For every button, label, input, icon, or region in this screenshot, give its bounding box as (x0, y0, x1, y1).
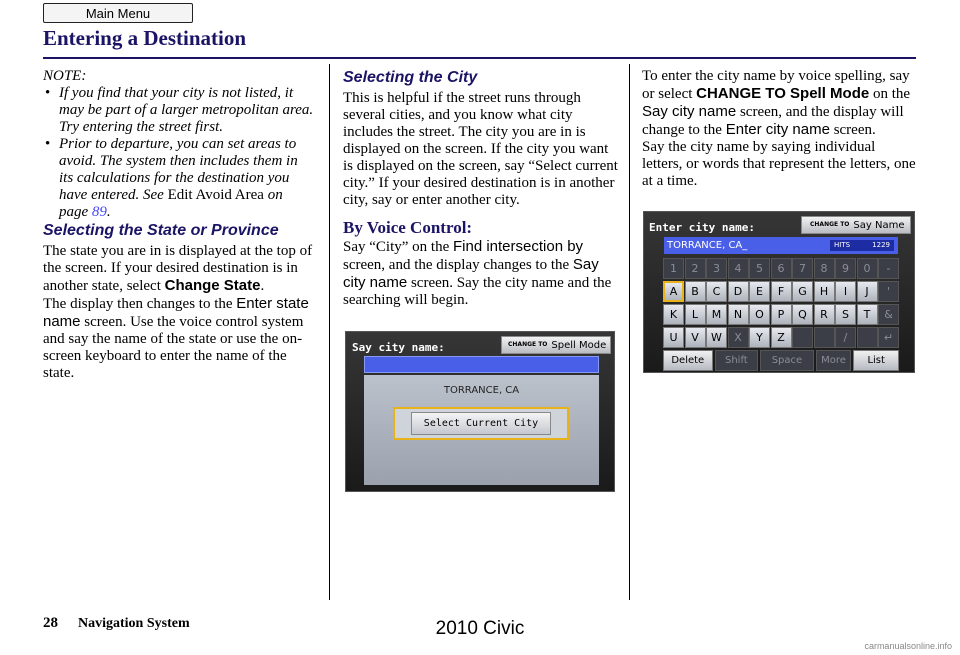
key: 7 (792, 258, 813, 279)
change-to-spell-mode-button[interactable] (501, 336, 611, 354)
key: 8 (814, 258, 835, 279)
say-name-label: Say Name (853, 219, 905, 231)
key (792, 327, 813, 348)
note-item-1: • If you find that your city is not listed, it may be part of a larger metropolitan area. Try entering the street first. (43, 85, 315, 136)
more-button: More (816, 350, 852, 371)
change-to-label-2: CHANGE TO (810, 221, 850, 228)
state-p1-text: The state you are in is displayed at the top of the screen. If your desired destination is in another state, select (43, 243, 313, 294)
space-button: Space (760, 350, 814, 371)
spell-mode-label: Spell Mode (551, 339, 607, 351)
delete-button[interactable]: Delete (663, 350, 713, 371)
key[interactable]: G (792, 281, 813, 302)
change-to-say-name-button[interactable] (801, 216, 911, 234)
key[interactable]: S (835, 304, 856, 325)
voice-p-a: Say “City” on the (343, 239, 450, 255)
key-a-selected[interactable]: A (663, 281, 684, 302)
key: 6 (771, 258, 792, 279)
change-to-label: CHANGE TO (508, 341, 548, 348)
spell-p-b: on the (872, 86, 911, 102)
key[interactable]: N (728, 304, 749, 325)
on-screen-keyboard (663, 258, 901, 371)
heading-city: Selecting the City (343, 69, 478, 86)
hits-counter (830, 240, 894, 251)
edit-avoid-area-ref: Edit Avoid Area (167, 187, 264, 203)
heading-voice-control: By Voice Control: (343, 218, 473, 237)
spell-paragraph (642, 68, 918, 139)
voice-p-b: screen, and the display changes to the (343, 257, 570, 273)
heading-state: Selecting the State or Province (43, 222, 279, 239)
key[interactable]: P (771, 304, 792, 325)
enter-city-name-screen (643, 211, 915, 373)
change-to-spell-mode-term: CHANGE TO Spell Mode (696, 85, 870, 102)
key: / (835, 327, 856, 348)
key[interactable]: K (663, 304, 684, 325)
key[interactable]: Y (749, 327, 770, 348)
keyboard-row-k-t (663, 304, 901, 325)
page-number: 28 (43, 615, 58, 631)
key[interactable]: I (835, 281, 856, 302)
shift-button: Shift (715, 350, 759, 371)
column-3 (642, 68, 918, 190)
column-2 (343, 68, 618, 309)
say-city-name-term-2: Say city name (642, 103, 737, 120)
column-divider-2 (629, 64, 630, 600)
state-p2-a: The display then changes to the (43, 296, 233, 312)
key: - (878, 258, 899, 279)
key[interactable]: E (749, 281, 770, 302)
key[interactable]: F (771, 281, 792, 302)
key[interactable]: Z (771, 327, 792, 348)
hits-value: 1229 (872, 241, 890, 249)
key[interactable]: C (706, 281, 727, 302)
key[interactable]: U (663, 327, 684, 348)
state-p2-b: screen. Use the voice control system and say the name of the state or use the on-screen keyboard to enter the name of the state. (43, 314, 304, 381)
key[interactable]: Q (792, 304, 813, 325)
watermark: carmanualsonline.info (864, 641, 952, 651)
note-heading: NOTE: (43, 68, 87, 84)
vehicle-model: 2010 Civic (435, 618, 525, 639)
key: ' (878, 281, 899, 302)
key: 0 (857, 258, 878, 279)
key: 3 (706, 258, 727, 279)
hits-label: HITS (834, 241, 851, 249)
note2-text: Prior to departure, you can set areas to avoid. The system then includes them in its calculations for the destination you have entered. See (59, 136, 298, 203)
key: 2 (685, 258, 706, 279)
key (814, 327, 835, 348)
key: 5 (749, 258, 770, 279)
note-item-2 (43, 136, 315, 221)
screen1-input-bar (364, 356, 599, 373)
screen1-body (364, 375, 599, 485)
screen2-title: Enter city name: (649, 221, 755, 234)
say-city-name-screen (345, 331, 615, 492)
key: 1 (663, 258, 684, 279)
enter-key: ↵ (878, 327, 899, 348)
spell-p-c: screen, and the display will change to the (642, 104, 904, 138)
title-rule (43, 57, 916, 59)
book-title: Navigation System (78, 616, 190, 631)
key[interactable]: B (685, 281, 706, 302)
city-name-input-value: TORRANCE, CA_ (667, 240, 748, 251)
city-paragraph: This is helpful if the street runs through several cities, and you know what city includes the street. The city you are in is displayed on the screen. If the city you want is displayed on the screen, say “Select current city.” If your desired destination is in another city, say or enter another city. (343, 90, 618, 208)
key: & (878, 304, 899, 325)
select-current-city-button[interactable] (393, 407, 569, 440)
select-current-city-label: Select Current City (411, 412, 551, 435)
screen1-title: Say city name: (352, 341, 445, 354)
spell-p-d: screen. (833, 122, 876, 138)
key[interactable]: R (814, 304, 835, 325)
keyboard-bottom-row (663, 350, 901, 371)
key: 9 (835, 258, 856, 279)
key: X (728, 327, 749, 348)
keyboard-row-numbers (663, 258, 901, 279)
keyboard-row-a-j (663, 281, 901, 302)
state-paragraph-2 (43, 295, 315, 382)
spell-paragraph-2: Say the city name by saying individual letters, or words that represent the letters, one at a time. (642, 139, 916, 189)
key[interactable]: W (706, 327, 727, 348)
key[interactable]: D (728, 281, 749, 302)
state-paragraph-1 (43, 243, 315, 295)
main-menu-button[interactable]: Main Menu (43, 3, 193, 23)
note2-on-page: on page (59, 187, 283, 220)
note-list (43, 85, 315, 221)
key[interactable]: M (706, 304, 727, 325)
note2-end: . (106, 204, 111, 220)
column-1 (43, 68, 315, 382)
key[interactable]: O (749, 304, 770, 325)
key[interactable]: L (685, 304, 706, 325)
key: 4 (728, 258, 749, 279)
list-button[interactable]: List (853, 350, 899, 371)
enter-city-name-term: Enter city name (725, 121, 830, 138)
column-divider-1 (329, 64, 330, 600)
city-name-input[interactable] (664, 237, 898, 254)
voice-p-c: screen. Say the city name and the searching will begin. (343, 275, 612, 308)
say-city-name-term: Say city name (343, 256, 599, 291)
state-p1-end: . (260, 278, 265, 294)
key[interactable]: T (857, 304, 878, 325)
current-city-label: TORRANCE, CA (443, 385, 520, 396)
change-state-term: Change State (164, 277, 261, 294)
voice-paragraph (343, 238, 618, 309)
key[interactable]: V (685, 327, 706, 348)
page-link-89[interactable]: 89 (91, 204, 107, 220)
key[interactable]: H (814, 281, 835, 302)
key (857, 327, 878, 348)
keyboard-row-u-z (663, 327, 901, 348)
enter-state-name-term: Enter state name (43, 295, 309, 330)
key[interactable]: J (857, 281, 878, 302)
spell-p-a: To enter the city name by voice spelling, say or select (642, 68, 910, 102)
page-title: Entering a Destination (43, 26, 247, 50)
find-intersection-term: Find intersection by (452, 238, 584, 255)
